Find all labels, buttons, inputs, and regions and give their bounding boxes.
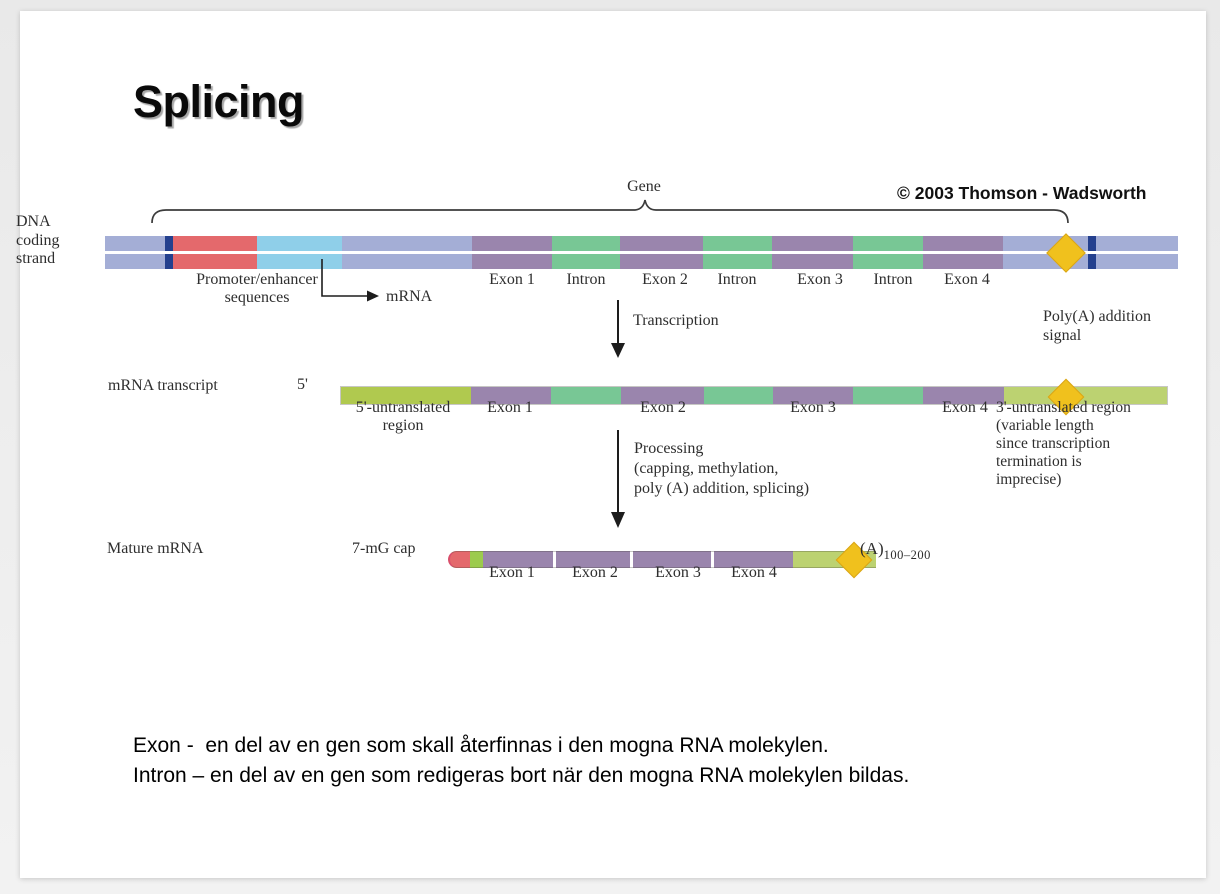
- processing-label: Processing (capping, methylation, poly (A) addition, splicing): [634, 440, 810, 497]
- promoter-label-line1: Promoter/enhancer: [196, 271, 318, 288]
- dna-intron2-label: Intron: [717, 271, 757, 288]
- dna-row-label: DNA coding strand: [16, 213, 60, 267]
- dna-exon4-label: Exon 4: [944, 271, 990, 288]
- utr5-label-line2: region: [382, 417, 424, 434]
- mrna-start-label: mRNA: [386, 288, 433, 305]
- processing-arrow: [605, 430, 631, 530]
- mature-exon4-label: Exon 4: [731, 564, 777, 581]
- gene-label: Gene: [627, 178, 661, 195]
- 7mg-cap: [448, 551, 470, 568]
- dna-intron1-label: Intron: [566, 271, 606, 288]
- mature-exon3-label: Exon 3: [655, 564, 701, 581]
- slide-title: Splicing: [133, 76, 305, 127]
- transcript-exon1-label: Exon 1: [487, 399, 533, 416]
- copyright-text: © 2003 Thomson - Wadsworth: [897, 183, 1147, 203]
- dna-strand: [105, 236, 1178, 269]
- mature-exon1-label: Exon 1: [489, 564, 535, 581]
- promoter-label-line2: sequences: [224, 289, 290, 306]
- mrna-start-arrow: [315, 258, 387, 308]
- dna-exon2-label: Exon 2: [642, 271, 688, 288]
- transcript-row-label: mRNA transcript: [108, 377, 218, 394]
- transcription-arrow: [605, 298, 631, 360]
- utr5-label-line1: 5'-untranslated: [355, 399, 451, 416]
- polya-tail-label: $(A)_{100-200}$: [860, 539, 931, 562]
- dna-exon3-label: Exon 3: [797, 271, 843, 288]
- mature-row-label: Mature mRNA: [107, 540, 204, 557]
- polya-signal-label: Poly(A) addition signal: [1043, 308, 1151, 344]
- transcript-exon2-label: Exon 2: [640, 399, 686, 416]
- intron-definition: Intron – en del av en gen som redigeras bort när den mogna RNA molekylen bildas.: [133, 764, 910, 787]
- dna-exon1-label: Exon 1: [489, 271, 535, 288]
- transcript-intron-1: [551, 387, 621, 404]
- transcription-label: Transcription: [633, 312, 719, 329]
- mature-5utr-sliver: [470, 551, 483, 568]
- transcript-intron-3: [853, 387, 923, 404]
- slide: [16, 11, 1206, 878]
- five-prime-label: 5': [297, 376, 308, 393]
- transcript-exon4-label: Exon 4: [942, 399, 988, 416]
- transcript-intron-2: [704, 387, 773, 404]
- utr3-label-block: 3'-untranslated region (variable length since transcription termination is imprecise): [996, 399, 1131, 488]
- dna-intron3-label: Intron: [873, 271, 913, 288]
- exon-definition: Exon - en del av en gen som skall återfinnas i den mogna RNA molekylen.: [133, 734, 829, 757]
- dna-strand-separator: [105, 251, 1178, 254]
- transcript-exon3-label: Exon 3: [790, 399, 836, 416]
- definition-notes: [133, 731, 909, 791]
- cap-label: 7-mG cap: [352, 540, 416, 557]
- mature-exon2-label: Exon 2: [572, 564, 618, 581]
- gene-bracket: [140, 195, 1080, 227]
